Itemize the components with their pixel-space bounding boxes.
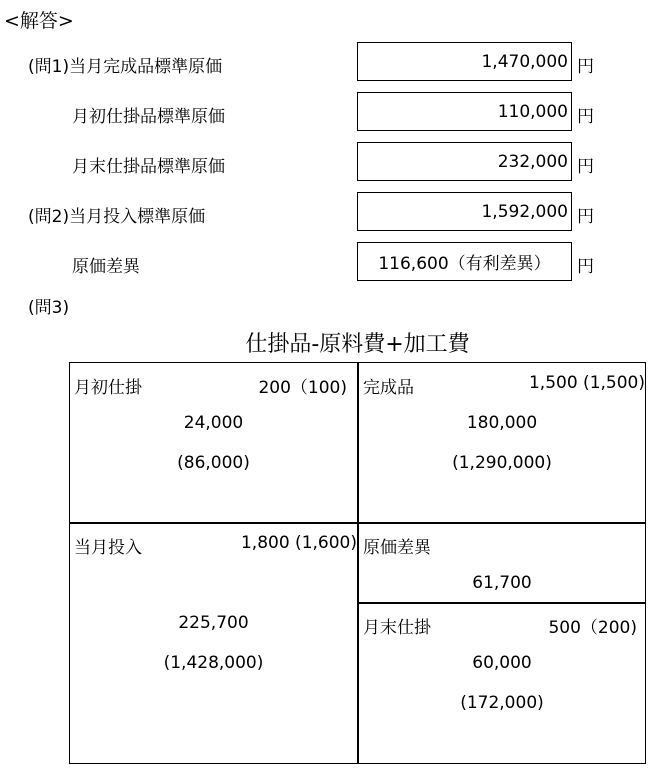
q2-answer-box bbox=[357, 192, 572, 231]
q1-answer-box bbox=[357, 42, 572, 81]
answer-heading: <解答> bbox=[4, 10, 74, 32]
q1-label: (問1)当月完成品標準原価 bbox=[28, 57, 223, 77]
q3-label: (問3) bbox=[28, 298, 70, 318]
q2-sub1-yen-unit: 円 bbox=[577, 257, 594, 277]
q2-sub1-answer-value: 116,600（有利差異） bbox=[378, 254, 551, 274]
credit-finished-goods-label: 完成品 bbox=[363, 378, 414, 398]
q1-yen-unit: 円 bbox=[577, 57, 594, 77]
q2-answer-value: 1,592,000 bbox=[481, 201, 568, 222]
credit-closing-wip-label: 月末仕掛 bbox=[363, 618, 431, 638]
debit-current-input-label: 当月投入 bbox=[74, 538, 142, 558]
debit-opening-wip-label: 月初仕掛 bbox=[74, 378, 142, 398]
t-account-title: 仕掛品-原料費+加工費 bbox=[245, 332, 470, 357]
q1-sub1-label: 月初仕掛品標準原価 bbox=[72, 107, 225, 127]
debit-current-input-amount: 225,700 bbox=[178, 613, 249, 633]
q1-answer-value: 1,470,000 bbox=[481, 51, 568, 72]
debit-opening-wip-qty: 200（100) bbox=[258, 378, 347, 398]
q1-sub1-answer-box bbox=[357, 92, 572, 131]
credit-finished-goods bbox=[359, 363, 645, 522]
credit-closing-wip-amount: 60,000 bbox=[472, 653, 532, 673]
credit-finished-goods-sub-amount: (1,290,000) bbox=[452, 453, 552, 473]
credit-cost-variance-label: 原価差異 bbox=[363, 538, 431, 558]
q2-yen-unit: 円 bbox=[577, 207, 594, 227]
debit-opening-wip bbox=[70, 363, 357, 522]
credit-finished-goods-qty: 1,500 (1,500) bbox=[528, 373, 645, 393]
q1-sub2-label: 月末仕掛品標準原価 bbox=[72, 157, 225, 177]
q2-label: (問2)当月投入標準原価 bbox=[28, 207, 206, 227]
credit-finished-goods-amount: 180,000 bbox=[466, 413, 538, 433]
credit-cost-variance bbox=[359, 523, 645, 602]
q1-sub1-yen-unit: 円 bbox=[577, 107, 594, 127]
q2-sub1-label: 原価差異 bbox=[72, 257, 140, 277]
debit-opening-wip-amount: 24,000 bbox=[183, 413, 244, 433]
credit-closing-wip bbox=[359, 603, 645, 763]
q1-sub1-answer-value: 110,000 bbox=[497, 101, 568, 122]
q1-sub2-answer-box bbox=[357, 142, 572, 181]
q2-sub1-answer-box bbox=[357, 242, 572, 281]
q1-sub2-answer-value: 232,000 bbox=[497, 151, 568, 172]
credit-closing-wip-qty: 500（200) bbox=[548, 618, 637, 638]
debit-current-input-qty: 1,800 (1,600) bbox=[240, 533, 357, 553]
credit-closing-wip-sub-amount: (172,000) bbox=[460, 693, 544, 713]
t-account bbox=[69, 362, 646, 764]
debit-current-input bbox=[70, 523, 357, 763]
q1-sub2-yen-unit: 円 bbox=[577, 157, 594, 177]
credit-cost-variance-amount: 61,700 bbox=[472, 573, 532, 593]
debit-opening-wip-sub-amount: (86,000) bbox=[177, 453, 250, 473]
debit-current-input-sub-amount: (1,428,000) bbox=[163, 653, 264, 673]
